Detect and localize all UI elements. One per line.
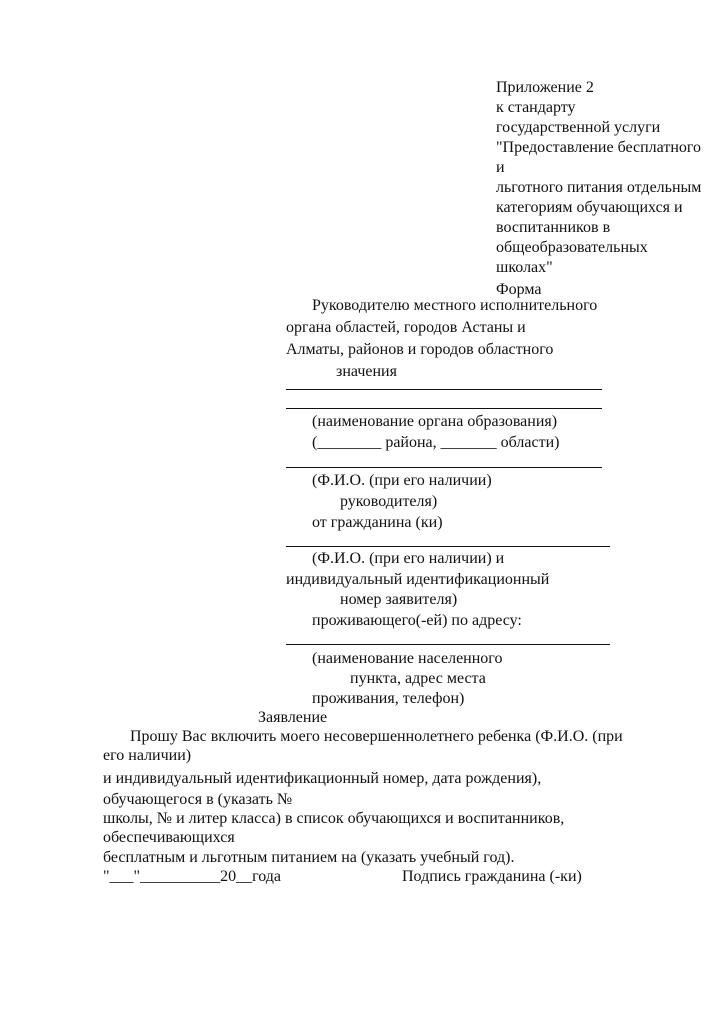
statement-line: и индивидуальный идентификационный номер, дата рождения), bbox=[103, 770, 542, 787]
address-caption: (наименование населенного bbox=[312, 650, 503, 667]
appendix-header bbox=[496, 78, 721, 300]
statement-line: обеспечивающихся bbox=[103, 829, 235, 846]
addressee-line: органа областей, городов Астаны и bbox=[286, 319, 526, 336]
form-label: Форма bbox=[496, 281, 542, 298]
blank-line[interactable] bbox=[286, 408, 602, 409]
appendix-line: Приложение 2 bbox=[496, 79, 594, 96]
addressee-line: Руководителю местного исполнительного bbox=[312, 297, 598, 314]
appendix-line: категориям обучающихся и bbox=[496, 199, 683, 216]
appendix-line: школах" bbox=[496, 259, 553, 276]
appendix-line: льготного питания отдельным bbox=[496, 179, 702, 196]
blank-line[interactable] bbox=[286, 389, 602, 390]
statement-line: обучающегося в (указать № bbox=[103, 791, 293, 808]
statement-line: бесплатным и льготным питанием на (указать учебный год). bbox=[103, 849, 515, 866]
district-region-field: (________ района, _______ области) bbox=[312, 434, 560, 451]
statement-line: школы, № и литер класса) в список обучающихся и воспитанников, bbox=[103, 810, 565, 827]
address-caption: пункта, адрес места bbox=[350, 670, 486, 687]
statement-line: Прошу Вас включить моего несовершеннолетнего ребенка (Ф.И.О. (при bbox=[130, 728, 623, 745]
from-citizen-label: от гражданина (ки) bbox=[312, 514, 443, 531]
address-caption: проживания, телефон) bbox=[312, 690, 465, 707]
blank-line[interactable] bbox=[286, 467, 602, 468]
appendix-line: государственной услуги bbox=[496, 119, 661, 136]
appendix-line: "Предоставление бесплатного bbox=[496, 139, 702, 156]
residing-label: проживающего(-ей) по адресу: bbox=[312, 612, 522, 629]
education-org-caption: (наименование органа образования) bbox=[312, 413, 558, 430]
statement-title: Заявление bbox=[258, 709, 328, 726]
applicant-caption: индивидуальный идентификационный bbox=[286, 571, 550, 588]
appendix-line: общеобразовательных bbox=[496, 239, 648, 256]
head-fio-caption: (Ф.И.О. (при его наличии) bbox=[312, 472, 492, 489]
statement-line: его наличии) bbox=[103, 747, 192, 764]
date-field: "___"__________20__года bbox=[103, 868, 282, 885]
head-fio-caption: руководителя) bbox=[340, 493, 438, 510]
applicant-caption: номер заявителя) bbox=[340, 591, 458, 608]
blank-line[interactable] bbox=[286, 546, 610, 547]
blank-line[interactable] bbox=[286, 644, 610, 645]
addressee-line: Алматы, районов и городов областного bbox=[286, 341, 554, 358]
signature-label: Подпись гражданина (-ки) bbox=[402, 868, 582, 885]
appendix-line: воспитанников в bbox=[496, 219, 611, 236]
applicant-caption: (Ф.И.О. (при его наличии) и bbox=[312, 550, 505, 567]
appendix-line: и bbox=[496, 159, 505, 176]
appendix-line: к стандарту bbox=[496, 99, 576, 116]
addressee-line: значения bbox=[336, 363, 397, 380]
